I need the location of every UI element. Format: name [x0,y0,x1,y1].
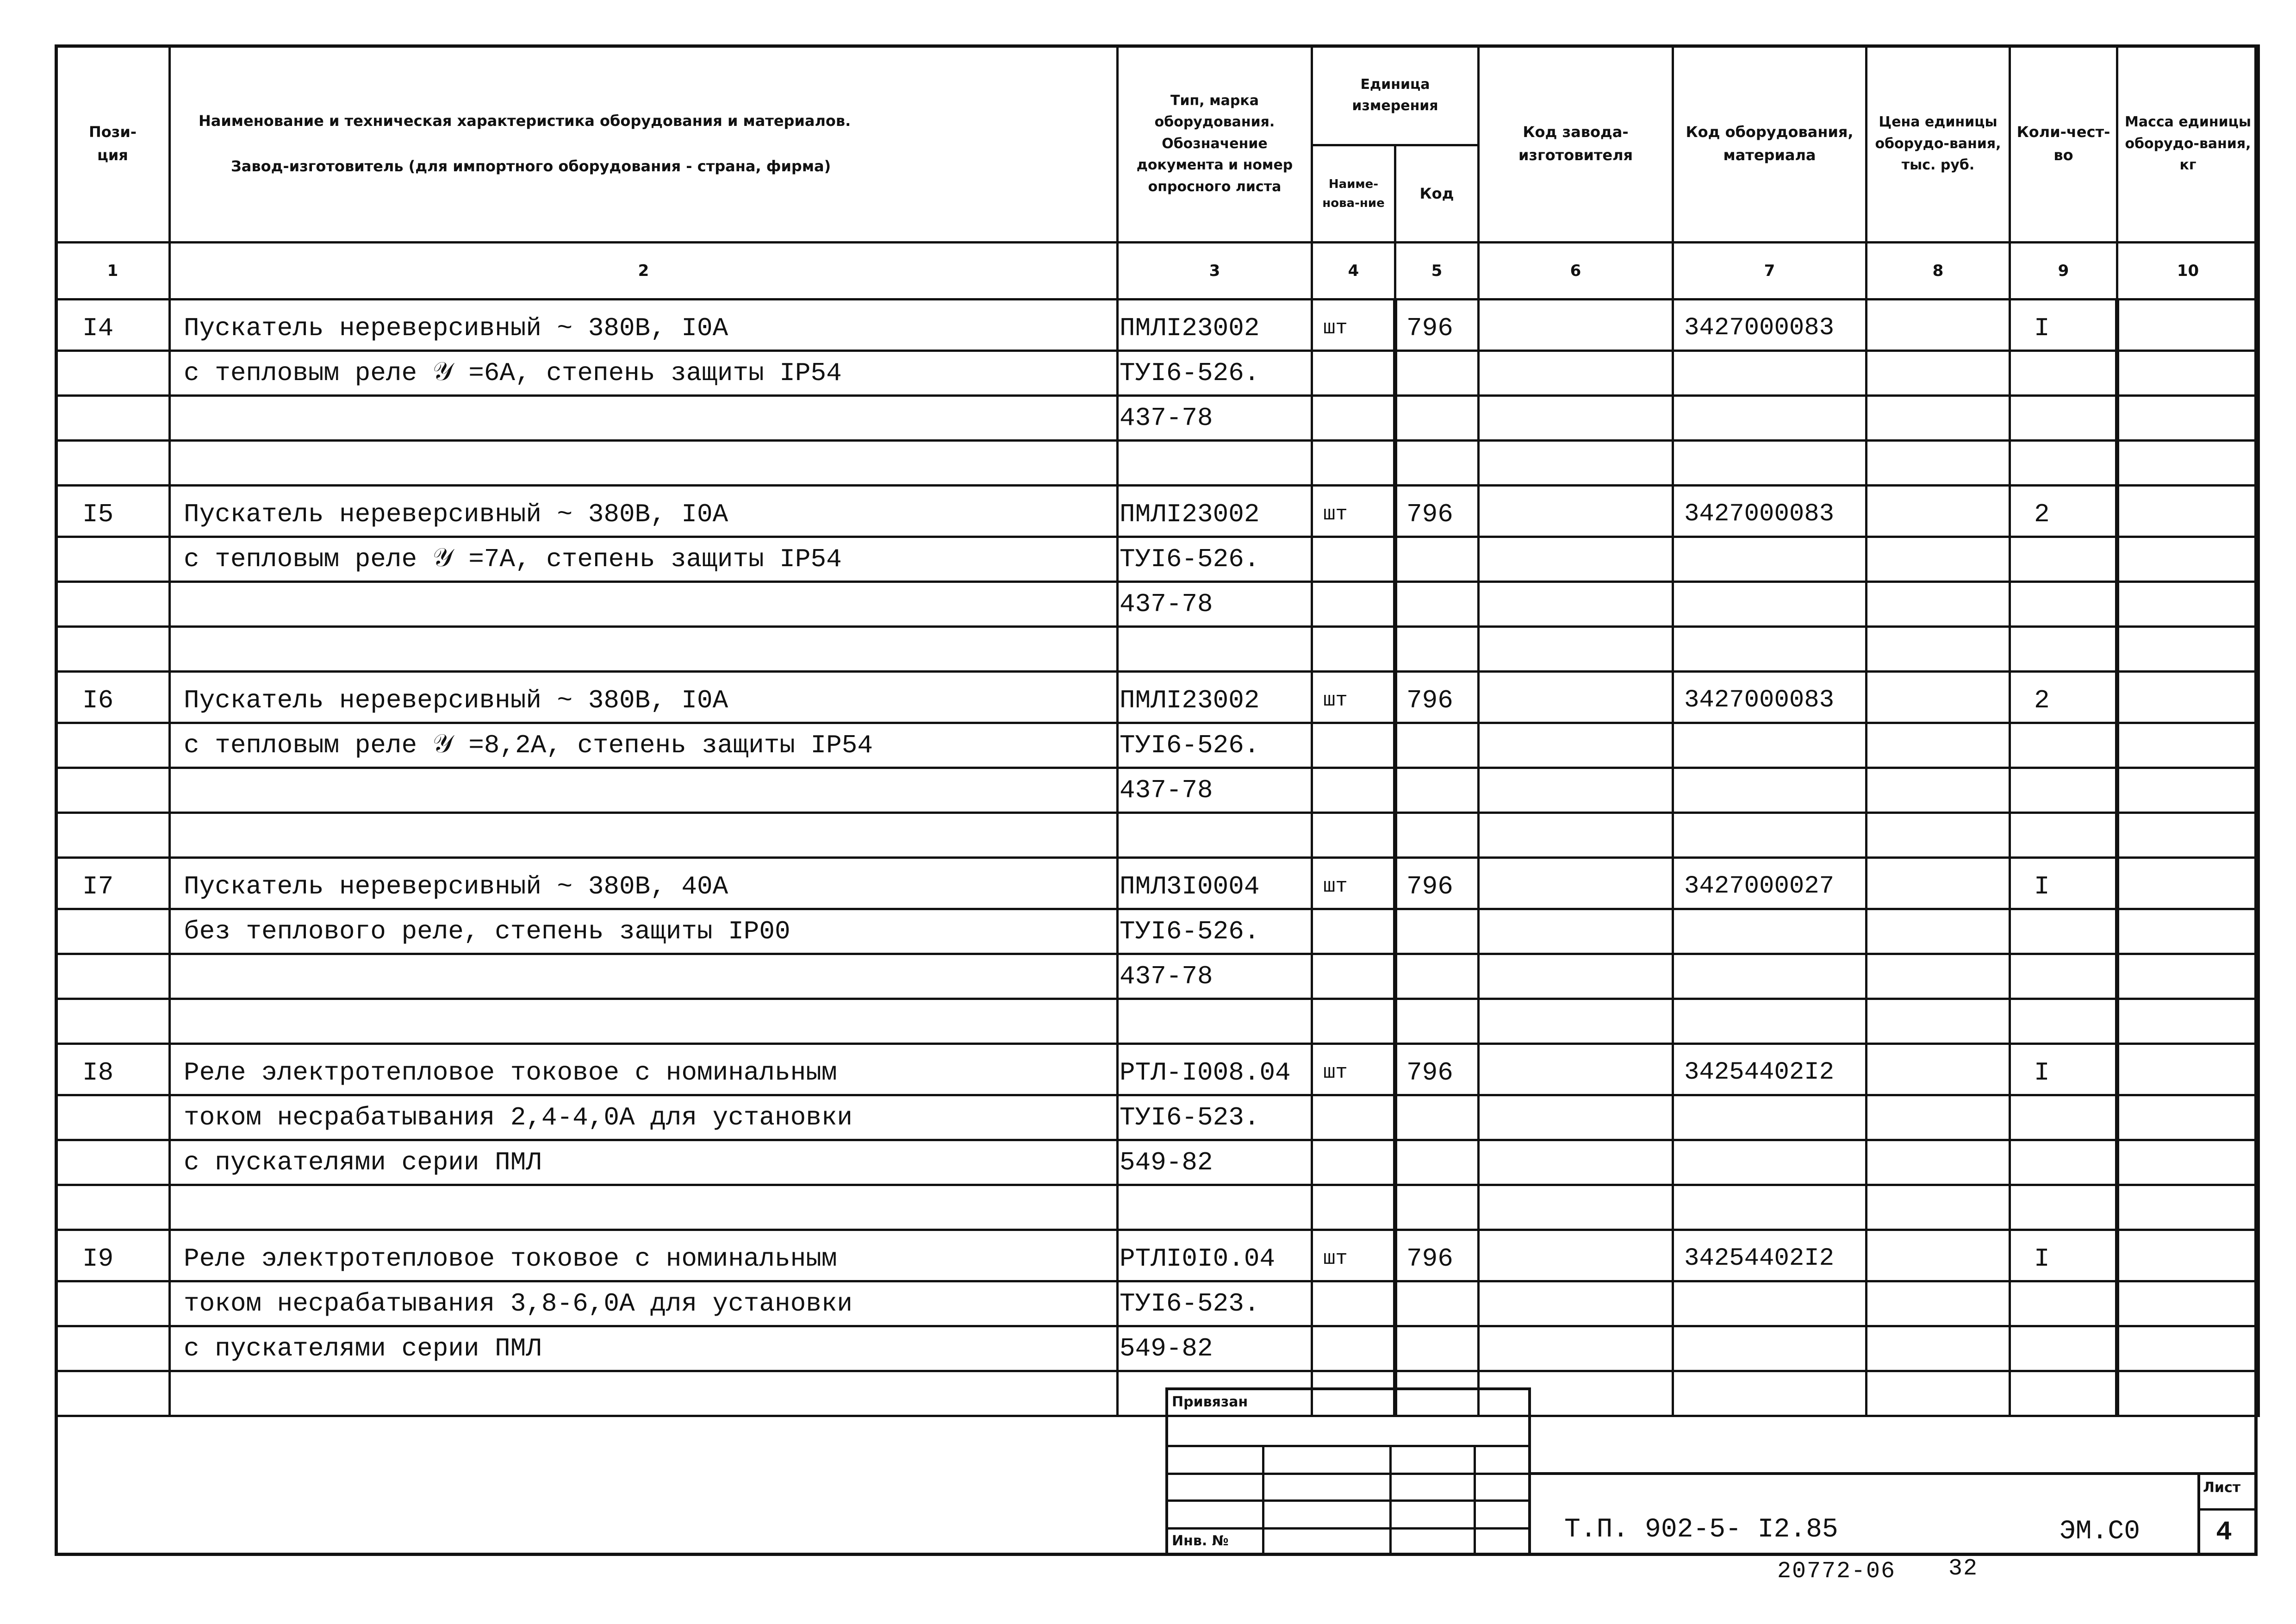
price-cell [1867,537,2010,582]
price-cell [1867,672,2010,723]
mass-cell [2117,723,2259,768]
type-cell [1118,441,1312,486]
factory-code-cell [1479,723,1673,768]
unit-code-cell [1395,351,1479,396]
unit-name-cell: шт [1312,300,1395,351]
price-cell [1867,486,2010,537]
unit-name-cell: шт [1312,1044,1395,1095]
mass-cell [2117,858,2259,909]
archive-page: 32 [1948,1555,1979,1582]
unit-code-cell [1395,1326,1479,1371]
factory-code-cell [1479,486,1673,537]
description-cell [170,768,1118,813]
table-row [56,1044,2259,1095]
unit-code-cell [1395,441,1479,486]
document-mark: ЭМ.С0 [2060,1517,2140,1547]
type-cell: ПМЛI23002 [1118,300,1312,351]
unit-code-cell [1395,813,1479,858]
price-cell [1867,582,2010,627]
type-cell [1118,1185,1312,1230]
unit-name-cell: шт [1312,486,1395,537]
table-row [56,768,2259,813]
factory-code-cell [1479,672,1673,723]
equipment-code-cell [1673,627,1867,672]
description-cell: без теплового реле, степень защиты IP00 [170,909,1118,954]
unit-code-cell [1395,909,1479,954]
header-type: Тип, марка оборудования. Обозначение документа и номер опросного листа [1118,46,1312,243]
unit-name-cell [1312,537,1395,582]
description-cell [170,441,1118,486]
column-number: 10 [2117,243,2259,300]
equipment-code-cell [1673,954,1867,999]
price-cell [1867,441,2010,486]
price-cell [1867,858,2010,909]
unit-name-cell: шт [1312,858,1395,909]
mass-cell [2117,813,2259,858]
quantity-cell [2010,909,2117,954]
type-cell: РТЛ-I008.04 [1118,1044,1312,1095]
unit-code-cell [1395,1095,1479,1140]
header-position: Пози- ция [56,46,170,243]
table-row [56,999,2259,1044]
type-cell: ТУI6-526. [1118,537,1312,582]
sheet-number: 4 [2216,1518,2232,1548]
stamp-attached-label: Привязан [1172,1394,1248,1410]
position-cell [56,1185,170,1230]
description-cell [170,396,1118,441]
position-cell [56,768,170,813]
type-cell: 437-78 [1118,768,1312,813]
position-cell [56,1281,170,1326]
table-row [56,441,2259,486]
price-cell [1867,999,2010,1044]
quantity-cell [2010,441,2117,486]
document-number: Т.П. 902-5- I2.85 [1564,1515,1838,1545]
mass-cell [2117,627,2259,672]
type-cell: ТУI6-526. [1118,723,1312,768]
quantity-cell [2010,1326,2117,1371]
equipment-code-cell [1673,1371,1867,1416]
equipment-code-cell: 3427000083 [1673,672,1867,723]
quantity-cell [2010,1185,2117,1230]
price-cell [1867,909,2010,954]
column-number: 4 [1312,243,1395,300]
mass-cell [2117,999,2259,1044]
column-number: 1 [56,243,170,300]
position-cell: I6 [56,672,170,723]
quantity-cell [2010,723,2117,768]
unit-code-cell [1395,627,1479,672]
factory-code-cell [1479,627,1673,672]
column-number: 3 [1118,243,1312,300]
type-cell: РТЛI0I0.04 [1118,1230,1312,1281]
table-row [56,627,2259,672]
factory-code-cell [1479,582,1673,627]
mass-cell [2117,1185,2259,1230]
type-cell: 549-82 [1118,1326,1312,1371]
price-cell [1867,396,2010,441]
table-row [56,300,2259,351]
binding-stamp [1165,1387,1531,1556]
factory-code-cell [1479,858,1673,909]
quantity-cell: 2 [2010,486,2117,537]
factory-code-cell [1479,1140,1673,1185]
unit-code-cell: 796 [1395,1044,1479,1095]
table-row [56,1095,2259,1140]
description-cell: Пускатель нереверсивный ~ 380В, 40А [170,858,1118,909]
price-cell [1867,300,2010,351]
equipment-code-cell [1673,723,1867,768]
unit-name-cell [1312,441,1395,486]
quantity-cell [2010,813,2117,858]
type-cell: 437-78 [1118,396,1312,441]
factory-code-cell [1479,909,1673,954]
factory-code-cell [1479,300,1673,351]
unit-code-cell [1395,999,1479,1044]
mass-cell [2117,672,2259,723]
description-cell: с тепловым реле 𝒴 =8,2А, степень защиты IP54 [170,723,1118,768]
description-cell: током несрабатывания 2,4-4,0А для установки [170,1095,1118,1140]
table-row [56,1230,2259,1281]
type-cell: 437-78 [1118,582,1312,627]
column-number: 8 [1867,243,2010,300]
table-row [56,537,2259,582]
price-cell [1867,954,2010,999]
factory-code-cell [1479,1281,1673,1326]
unit-name-cell [1312,1095,1395,1140]
description-cell: с пускателями серии ПМЛ [170,1140,1118,1185]
position-cell: I8 [56,1044,170,1095]
price-cell [1867,1371,2010,1416]
quantity-cell [2010,351,2117,396]
table-row [56,1185,2259,1230]
mass-cell [2117,1140,2259,1185]
position-cell [56,1095,170,1140]
description-cell: с тепловым реле 𝒴 =6А, степень защиты IP54 [170,351,1118,396]
quantity-cell: I [2010,1230,2117,1281]
quantity-cell [2010,396,2117,441]
mass-cell [2117,1095,2259,1140]
type-cell: ПМЛ3I0004 [1118,858,1312,909]
unit-name-cell [1312,909,1395,954]
mass-cell [2117,1230,2259,1281]
position-cell [56,351,170,396]
type-cell [1118,999,1312,1044]
factory-code-cell [1479,441,1673,486]
header-price: Цена единицы оборудо-вания, тыс. руб. [1867,46,2010,243]
equipment-code-cell [1673,1326,1867,1371]
unit-code-cell [1395,1281,1479,1326]
quantity-cell [2010,1371,2117,1416]
position-cell [56,582,170,627]
header-unit: Единица измерения [1312,46,1479,145]
description-cell [170,1185,1118,1230]
specification-table [55,44,2260,1417]
description-cell: Реле электротепловое токовое с номинальным [170,1230,1118,1281]
factory-code-cell [1479,1185,1673,1230]
quantity-cell [2010,768,2117,813]
header-unit-code: Код [1395,145,1479,243]
quantity-cell [2010,582,2117,627]
price-cell [1867,723,2010,768]
description-cell: с пускателями серии ПМЛ [170,1326,1118,1371]
position-cell [56,813,170,858]
quantity-cell [2010,627,2117,672]
mass-cell [2117,396,2259,441]
description-cell: Реле электротепловое токовое с номинальным [170,1044,1118,1095]
column-number: 2 [170,243,1118,300]
unit-name-cell [1312,954,1395,999]
type-cell: 549-82 [1118,1140,1312,1185]
factory-code-cell [1479,1044,1673,1095]
factory-code-cell [1479,1095,1673,1140]
quantity-cell [2010,1140,2117,1185]
description-cell [170,1371,1118,1416]
equipment-code-cell: 3427000027 [1673,858,1867,909]
header-factory-code: Код завода-изготовителя [1479,46,1673,243]
position-cell: I4 [56,300,170,351]
equipment-code-cell [1673,1281,1867,1326]
unit-name-cell [1312,723,1395,768]
table-row [56,486,2259,537]
description-cell: током несрабатывания 3,8-6,0А для установки [170,1281,1118,1326]
description-cell [170,999,1118,1044]
position-cell [56,909,170,954]
mass-cell [2117,1371,2259,1416]
equipment-code-cell [1673,1140,1867,1185]
position-cell [56,441,170,486]
price-cell [1867,1044,2010,1095]
unit-name-cell [1312,768,1395,813]
unit-name-cell [1312,1185,1395,1230]
equipment-code-cell [1673,441,1867,486]
type-cell: ТУI6-523. [1118,1281,1312,1326]
position-cell: I5 [56,486,170,537]
equipment-code-cell [1673,999,1867,1044]
type-cell: ТУI6-526. [1118,351,1312,396]
unit-name-cell [1312,582,1395,627]
unit-name-cell: шт [1312,672,1395,723]
mass-cell [2117,537,2259,582]
factory-code-cell [1479,999,1673,1044]
equipment-code-cell [1673,537,1867,582]
factory-code-cell [1479,954,1673,999]
column-number: 7 [1673,243,1867,300]
position-cell: I9 [56,1230,170,1281]
price-cell [1867,1326,2010,1371]
table-row [56,396,2259,441]
factory-code-cell [1479,768,1673,813]
mass-cell [2117,582,2259,627]
unit-code-cell [1395,1185,1479,1230]
description-cell [170,582,1118,627]
sheet-label: Лист [2203,1480,2241,1496]
factory-code-cell [1479,396,1673,441]
column-number: 5 [1395,243,1479,300]
quantity-cell: I [2010,858,2117,909]
price-cell [1867,351,2010,396]
position-cell [56,954,170,999]
table-row [56,351,2259,396]
table-row [56,582,2259,627]
unit-code-cell [1395,537,1479,582]
unit-code-cell [1395,396,1479,441]
unit-code-cell [1395,1140,1479,1185]
archive-number: 20772-06 [1777,1558,1896,1585]
price-cell [1867,1095,2010,1140]
equipment-code-cell: 3427000083 [1673,486,1867,537]
table-row [56,1281,2259,1326]
table-row [56,954,2259,999]
description-cell: Пускатель нереверсивный ~ 380В, I0А [170,486,1118,537]
table-row [56,1371,2259,1416]
price-cell [1867,1230,2010,1281]
unit-code-cell [1395,723,1479,768]
position-cell [56,1140,170,1185]
equipment-code-cell: 34254402I2 [1673,1230,1867,1281]
unit-code-cell: 796 [1395,858,1479,909]
position-cell: I7 [56,858,170,909]
table-row [56,1140,2259,1185]
unit-name-cell [1312,396,1395,441]
equipment-code-cell: 3427000083 [1673,300,1867,351]
specification-body [56,300,2259,1416]
mass-cell [2117,351,2259,396]
table-row [56,909,2259,954]
equipment-code-cell: 34254402I2 [1673,1044,1867,1095]
unit-name-cell [1312,1140,1395,1185]
description-cell: Пускатель нереверсивный ~ 380В, I0А [170,672,1118,723]
equipment-code-cell [1673,1095,1867,1140]
unit-name-cell [1312,1326,1395,1371]
mass-cell [2117,1044,2259,1095]
unit-code-cell: 796 [1395,672,1479,723]
table-row [56,723,2259,768]
column-number: 9 [2010,243,2117,300]
unit-code-cell: 796 [1395,1230,1479,1281]
description-cell [170,954,1118,999]
mass-cell [2117,909,2259,954]
mass-cell [2117,300,2259,351]
header-unit-name: Наиме-нова-ние [1312,145,1395,243]
factory-code-cell [1479,813,1673,858]
price-cell [1867,813,2010,858]
mass-cell [2117,1281,2259,1326]
price-cell [1867,1281,2010,1326]
quantity-cell [2010,1281,2117,1326]
equipment-code-cell [1673,351,1867,396]
description-cell: с тепловым реле 𝒴 =7А, степень защиты IP54 [170,537,1118,582]
factory-code-cell [1479,351,1673,396]
unit-name-cell [1312,627,1395,672]
mass-cell [2117,768,2259,813]
header-equipment-code: Код оборудования, материала [1673,46,1867,243]
mass-cell [2117,486,2259,537]
quantity-cell: 2 [2010,672,2117,723]
type-cell: 437-78 [1118,954,1312,999]
unit-name-cell: шт [1312,1230,1395,1281]
quantity-cell: I [2010,300,2117,351]
equipment-code-cell [1673,768,1867,813]
description-cell [170,813,1118,858]
position-cell [56,627,170,672]
equipment-code-cell [1673,813,1867,858]
price-cell [1867,627,2010,672]
price-cell [1867,1140,2010,1185]
type-cell [1118,627,1312,672]
quantity-cell [2010,1095,2117,1140]
mass-cell [2117,441,2259,486]
header-quantity: Коли-чест-во [2010,46,2117,243]
table-row [56,858,2259,909]
unit-code-cell [1395,768,1479,813]
table-row [56,813,2259,858]
header-mass: Масса единицы оборудо-вания, кг [2117,46,2259,243]
price-cell [1867,1185,2010,1230]
equipment-code-cell [1673,1185,1867,1230]
quantity-cell: I [2010,1044,2117,1095]
quantity-cell [2010,954,2117,999]
unit-name-cell [1312,351,1395,396]
unit-name-cell [1312,813,1395,858]
unit-code-cell [1395,954,1479,999]
factory-code-cell [1479,537,1673,582]
column-number: 6 [1479,243,1673,300]
description-cell: Пускатель нереверсивный ~ 380В, I0А [170,300,1118,351]
header-description-line1: Наименование и техническая характеристика оборудования и материалов. [199,112,851,130]
table-row [56,672,2259,723]
unit-code-cell [1395,582,1479,627]
table-row [56,1326,2259,1371]
unit-code-cell: 796 [1395,300,1479,351]
unit-code-cell: 796 [1395,486,1479,537]
position-cell [56,1326,170,1371]
position-cell [56,999,170,1044]
equipment-code-cell [1673,909,1867,954]
header-description [170,46,1118,243]
header-description-line2: Завод-изготовитель (для импортного оборудования - страна, фирма) [231,157,831,175]
mass-cell [2117,954,2259,999]
price-cell [1867,768,2010,813]
type-cell: ТУI6-523. [1118,1095,1312,1140]
factory-code-cell [1479,1326,1673,1371]
position-cell [56,723,170,768]
stamp-inventory-label: Инв. № [1172,1533,1229,1549]
type-cell [1118,813,1312,858]
description-cell [170,627,1118,672]
quantity-cell [2010,537,2117,582]
position-cell [56,396,170,441]
unit-name-cell [1312,1281,1395,1326]
type-cell: ПМЛI23002 [1118,486,1312,537]
unit-name-cell [1312,999,1395,1044]
equipment-code-cell [1673,396,1867,441]
type-cell: ТУI6-526. [1118,909,1312,954]
mass-cell [2117,1326,2259,1371]
quantity-cell [2010,999,2117,1044]
position-cell [56,1371,170,1416]
position-cell [56,537,170,582]
type-cell: ПМЛI23002 [1118,672,1312,723]
equipment-code-cell [1673,582,1867,627]
factory-code-cell [1479,1230,1673,1281]
